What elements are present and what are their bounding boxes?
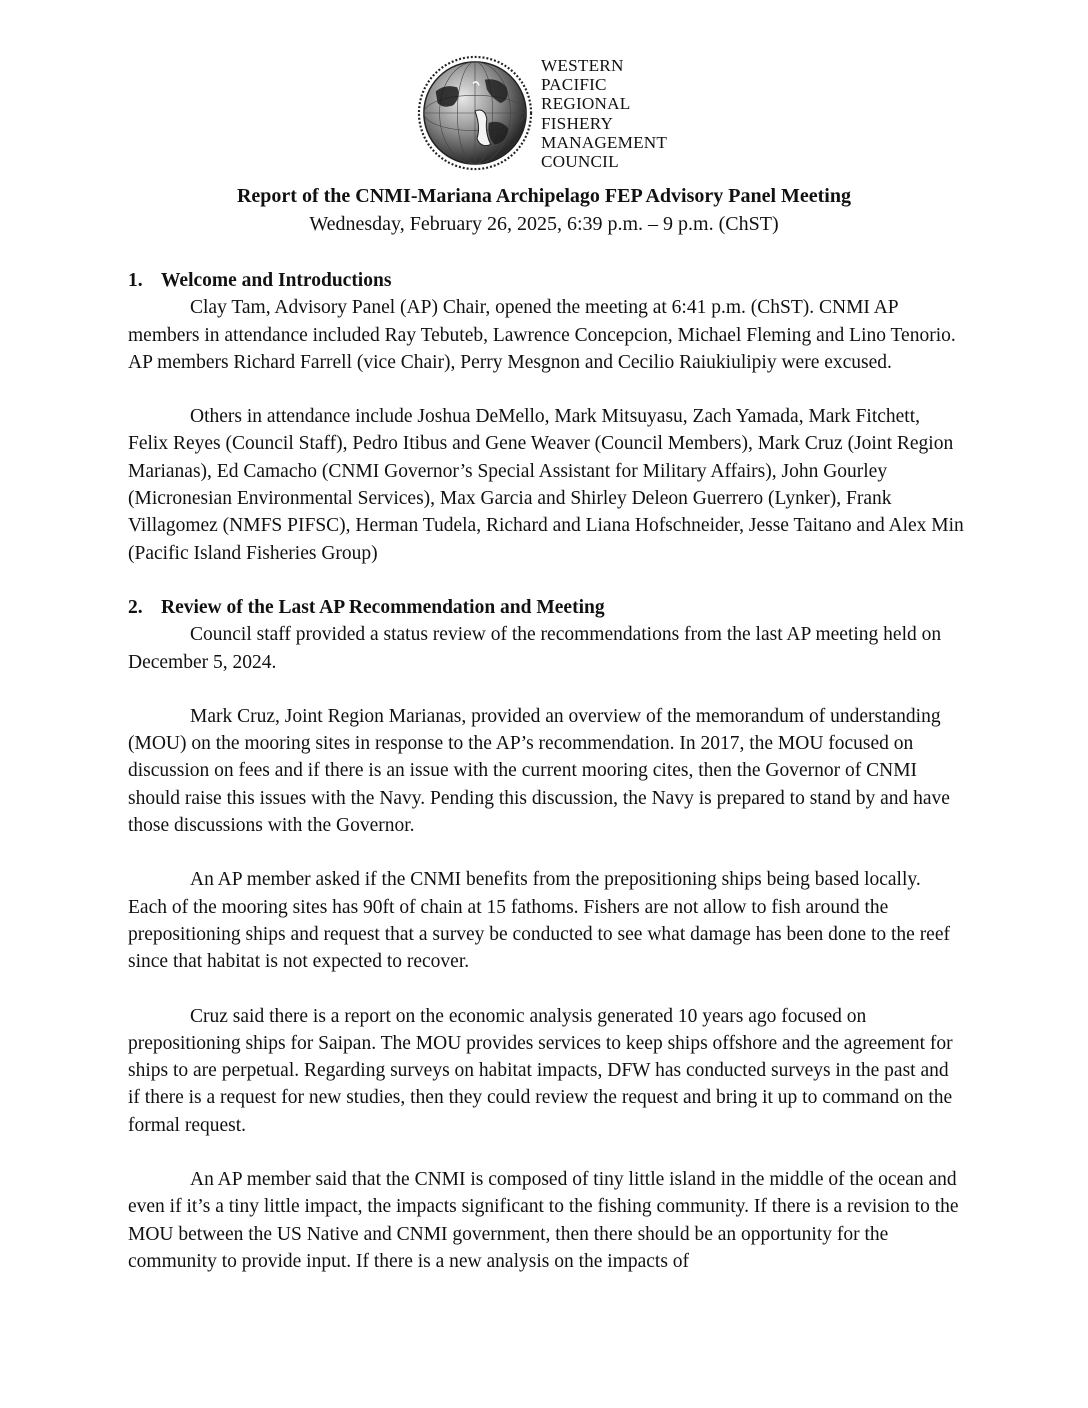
report-body xyxy=(128,267,964,1302)
paragraph: Mark Cruz, Joint Region Marianas, provided an overview of the memorandum of understanding (MOU) on the mooring sites in response to the AP’s recommendation. In 2017, the MOU focused on discussion on fees and if there is an issue with the current mooring cites, then the Governor of CNMI should raise this issues with the Navy. Pending this discussion, the Navy is prepared to stand by and have those discussions with the Governor. xyxy=(128,705,950,837)
section-heading xyxy=(128,267,964,294)
section-number: 2. xyxy=(128,596,143,618)
section-title: Review of the Last AP Recommendation and Meeting xyxy=(161,596,605,618)
logo-line: FISHERY xyxy=(541,113,614,133)
logo-line: PACIFIC xyxy=(541,75,607,95)
globe-emblem-icon xyxy=(416,54,534,172)
section-number: 1. xyxy=(128,270,143,291)
report-title: Report of the CNMI-Mariana Archipelago FEP Advisory Panel Meeting xyxy=(236,185,851,207)
paragraph: Others in attendance include Joshua DeMello, Mark Mitsuyasu, Zach Yamada, Mark Fitchett, Felix Reyes (Council Staff), Pedro Itibus and Gene Weaver (Council Members), Mark Cruz (Joint Region Marianas), Ed Camacho (CNMI Governor’s Special Assistant for Military Affairs), John Gourley (Micronesian Environmental Services), Max Garcia and Shirley Deleon Guerrero (Lynker), Frank Villagomez (NMFS PIFSC), Herman Tudela, Richard and Liana Hofschneider, Jesse Taitano and Alex Min (Pacific Island Fisheries Group) xyxy=(128,406,964,564)
council-name xyxy=(541,56,667,171)
logo-line: MANAGEMENT xyxy=(541,132,668,152)
section-heading xyxy=(128,594,964,621)
logo-line: REGIONAL xyxy=(541,94,631,114)
council-logo xyxy=(416,52,676,172)
section-title: Welcome and Introductions xyxy=(161,270,392,291)
paragraph: Clay Tam, Advisory Panel (AP) Chair, opened the meeting at 6:41 p.m. (ChST). CNMI AP members in attendance included Ray Tebuteb, Lawrence Concepcion, Michael Fleming and Lino Tenorio. AP members Richard Farrell (vice Chair), Perry Mesgnon and Cecilio Raiukiulipiy were excused. xyxy=(128,297,956,373)
paragraph: Cruz said there is a report on the economic analysis generated 10 years ago focused on prepositioning ships for Saipan. The MOU provides services to keep ships offshore and the agreement for ships to are perpetual. Regarding surveys on habitat impacts, DFW has conducted surveys in the past and if there is a request for new studies, then they could review the request and bring it up to command on the formal request. xyxy=(128,1005,953,1136)
paragraph: Council staff provided a status review of the recommendations from the last AP meeting held on December 5, 2024. xyxy=(128,624,942,673)
logo-line: WESTERN xyxy=(541,56,624,75)
logo-line: COUNCIL xyxy=(541,152,619,172)
paragraph: An AP member said that the CNMI is composed of tiny little island in the middle of the ocean and even if it’s a tiny little impact, the impacts significant to the fishing community. If there is a revision to the MOU between the US Native and CNMI government, then there should be an opportunity for the community to provide input. If there is a new analysis on the impacts of xyxy=(128,1169,959,1272)
report-date: Wednesday, February 26, 2025, 6:39 p.m. – 9 p.m. (ChST) xyxy=(309,213,779,235)
paragraph: An AP member asked if the CNMI benefits from the prepositioning ships being based locally. Each of the mooring sites has 90ft of chain at 15 fathoms. Fishers are not allow to fish around the prepositioning ships and request that a survey be conducted to see what damage has been done to the reef since that habitat is not expected to recover. xyxy=(128,869,950,973)
